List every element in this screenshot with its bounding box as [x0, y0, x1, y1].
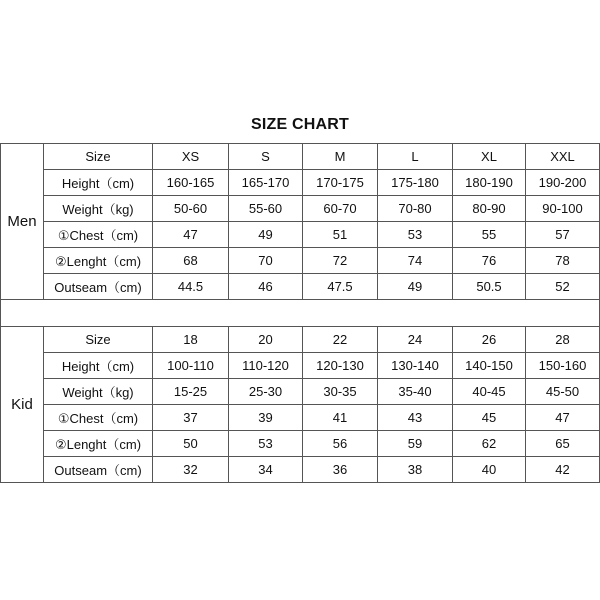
table-cell: 37 [153, 405, 229, 431]
table-cell: 18 [153, 327, 229, 353]
table-cell: 41 [303, 405, 378, 431]
men-row [1, 222, 600, 248]
table-cell: 180-190 [453, 170, 526, 196]
table-cell: 50.5 [453, 274, 526, 300]
table-cell: 60-70 [303, 196, 378, 222]
table-cell: 44.5 [153, 274, 229, 300]
table-cell: 150-160 [526, 353, 600, 379]
table-cell: 70-80 [378, 196, 453, 222]
table-cell: 55 [453, 222, 526, 248]
table-cell: 70 [229, 248, 303, 274]
table-cell: 39 [229, 405, 303, 431]
row-label: Weight（kg) [44, 196, 153, 222]
table-cell: 35-40 [378, 379, 453, 405]
table-cell: XXL [526, 144, 600, 170]
men-row [1, 144, 600, 170]
section-gap [1, 300, 600, 327]
table-cell: XL [453, 144, 526, 170]
table-cell: 28 [526, 327, 600, 353]
table-cell: 74 [378, 248, 453, 274]
table-cell: 49 [229, 222, 303, 248]
table-cell: 165-170 [229, 170, 303, 196]
table-cell: 160-165 [153, 170, 229, 196]
kid-row [1, 431, 600, 457]
table-cell: 34 [229, 457, 303, 483]
table-cell: 53 [229, 431, 303, 457]
table-cell: S [229, 144, 303, 170]
gap-row [1, 300, 600, 327]
table-cell: 50 [153, 431, 229, 457]
table-cell: 190-200 [526, 170, 600, 196]
table-cell: 15-25 [153, 379, 229, 405]
table-cell: XS [153, 144, 229, 170]
kid-row [1, 405, 600, 431]
row-label: Outseam（cm) [44, 274, 153, 300]
table-cell: 47 [153, 222, 229, 248]
table-cell: 140-150 [453, 353, 526, 379]
table-cell: 32 [153, 457, 229, 483]
kid-row [1, 353, 600, 379]
table-cell: 42 [526, 457, 600, 483]
table-cell: 40-45 [453, 379, 526, 405]
table-cell: 40 [453, 457, 526, 483]
kid-section [1, 327, 600, 483]
table-cell: 110-120 [229, 353, 303, 379]
table-cell: 47.5 [303, 274, 378, 300]
table-cell: 45-50 [526, 379, 600, 405]
men-row [1, 196, 600, 222]
table-cell: 100-110 [153, 353, 229, 379]
table-cell: 50-60 [153, 196, 229, 222]
table-cell: 78 [526, 248, 600, 274]
table-cell: 175-180 [378, 170, 453, 196]
table-cell: 52 [526, 274, 600, 300]
table-cell: 51 [303, 222, 378, 248]
men-group-label: Men [1, 144, 44, 300]
men-row [1, 274, 600, 300]
row-label: ②Lenght（cm) [44, 431, 153, 457]
row-label: Height（cm) [44, 170, 153, 196]
table-cell: 24 [378, 327, 453, 353]
kid-row [1, 379, 600, 405]
table-cell: 49 [378, 274, 453, 300]
size-chart-table [0, 143, 600, 483]
table-cell: 62 [453, 431, 526, 457]
table-cell: 25-30 [229, 379, 303, 405]
row-label: Outseam（cm) [44, 457, 153, 483]
table-cell: 68 [153, 248, 229, 274]
table-cell: 90-100 [526, 196, 600, 222]
table-cell: 72 [303, 248, 378, 274]
kid-row [1, 457, 600, 483]
men-section [1, 144, 600, 300]
row-label: Size [44, 144, 153, 170]
table-cell: 130-140 [378, 353, 453, 379]
men-row [1, 248, 600, 274]
row-label: ②Lenght（cm) [44, 248, 153, 274]
table-cell: 22 [303, 327, 378, 353]
row-label: ①Chest（cm) [44, 405, 153, 431]
row-label: Height（cm) [44, 353, 153, 379]
table-cell: 53 [378, 222, 453, 248]
table-cell: 43 [378, 405, 453, 431]
kid-group-label: Kid [1, 327, 44, 483]
table-cell: 57 [526, 222, 600, 248]
row-label: Weight（kg) [44, 379, 153, 405]
row-label: Size [44, 327, 153, 353]
table-cell: 30-35 [303, 379, 378, 405]
table-cell: L [378, 144, 453, 170]
table-cell: 46 [229, 274, 303, 300]
table-cell: 47 [526, 405, 600, 431]
table-cell: 36 [303, 457, 378, 483]
table-cell: 56 [303, 431, 378, 457]
table-cell: 59 [378, 431, 453, 457]
table-cell: 120-130 [303, 353, 378, 379]
page-title: SIZE CHART [251, 116, 349, 133]
table-cell: 80-90 [453, 196, 526, 222]
table-cell: 20 [229, 327, 303, 353]
table-cell: 55-60 [229, 196, 303, 222]
gap-cell [1, 300, 600, 327]
table-cell: M [303, 144, 378, 170]
row-label: ①Chest（cm) [44, 222, 153, 248]
table-cell: 45 [453, 405, 526, 431]
table-cell: 38 [378, 457, 453, 483]
kid-row [1, 327, 600, 353]
table-cell: 26 [453, 327, 526, 353]
table-cell: 65 [526, 431, 600, 457]
men-row [1, 170, 600, 196]
table-cell: 76 [453, 248, 526, 274]
table-cell: 170-175 [303, 170, 378, 196]
